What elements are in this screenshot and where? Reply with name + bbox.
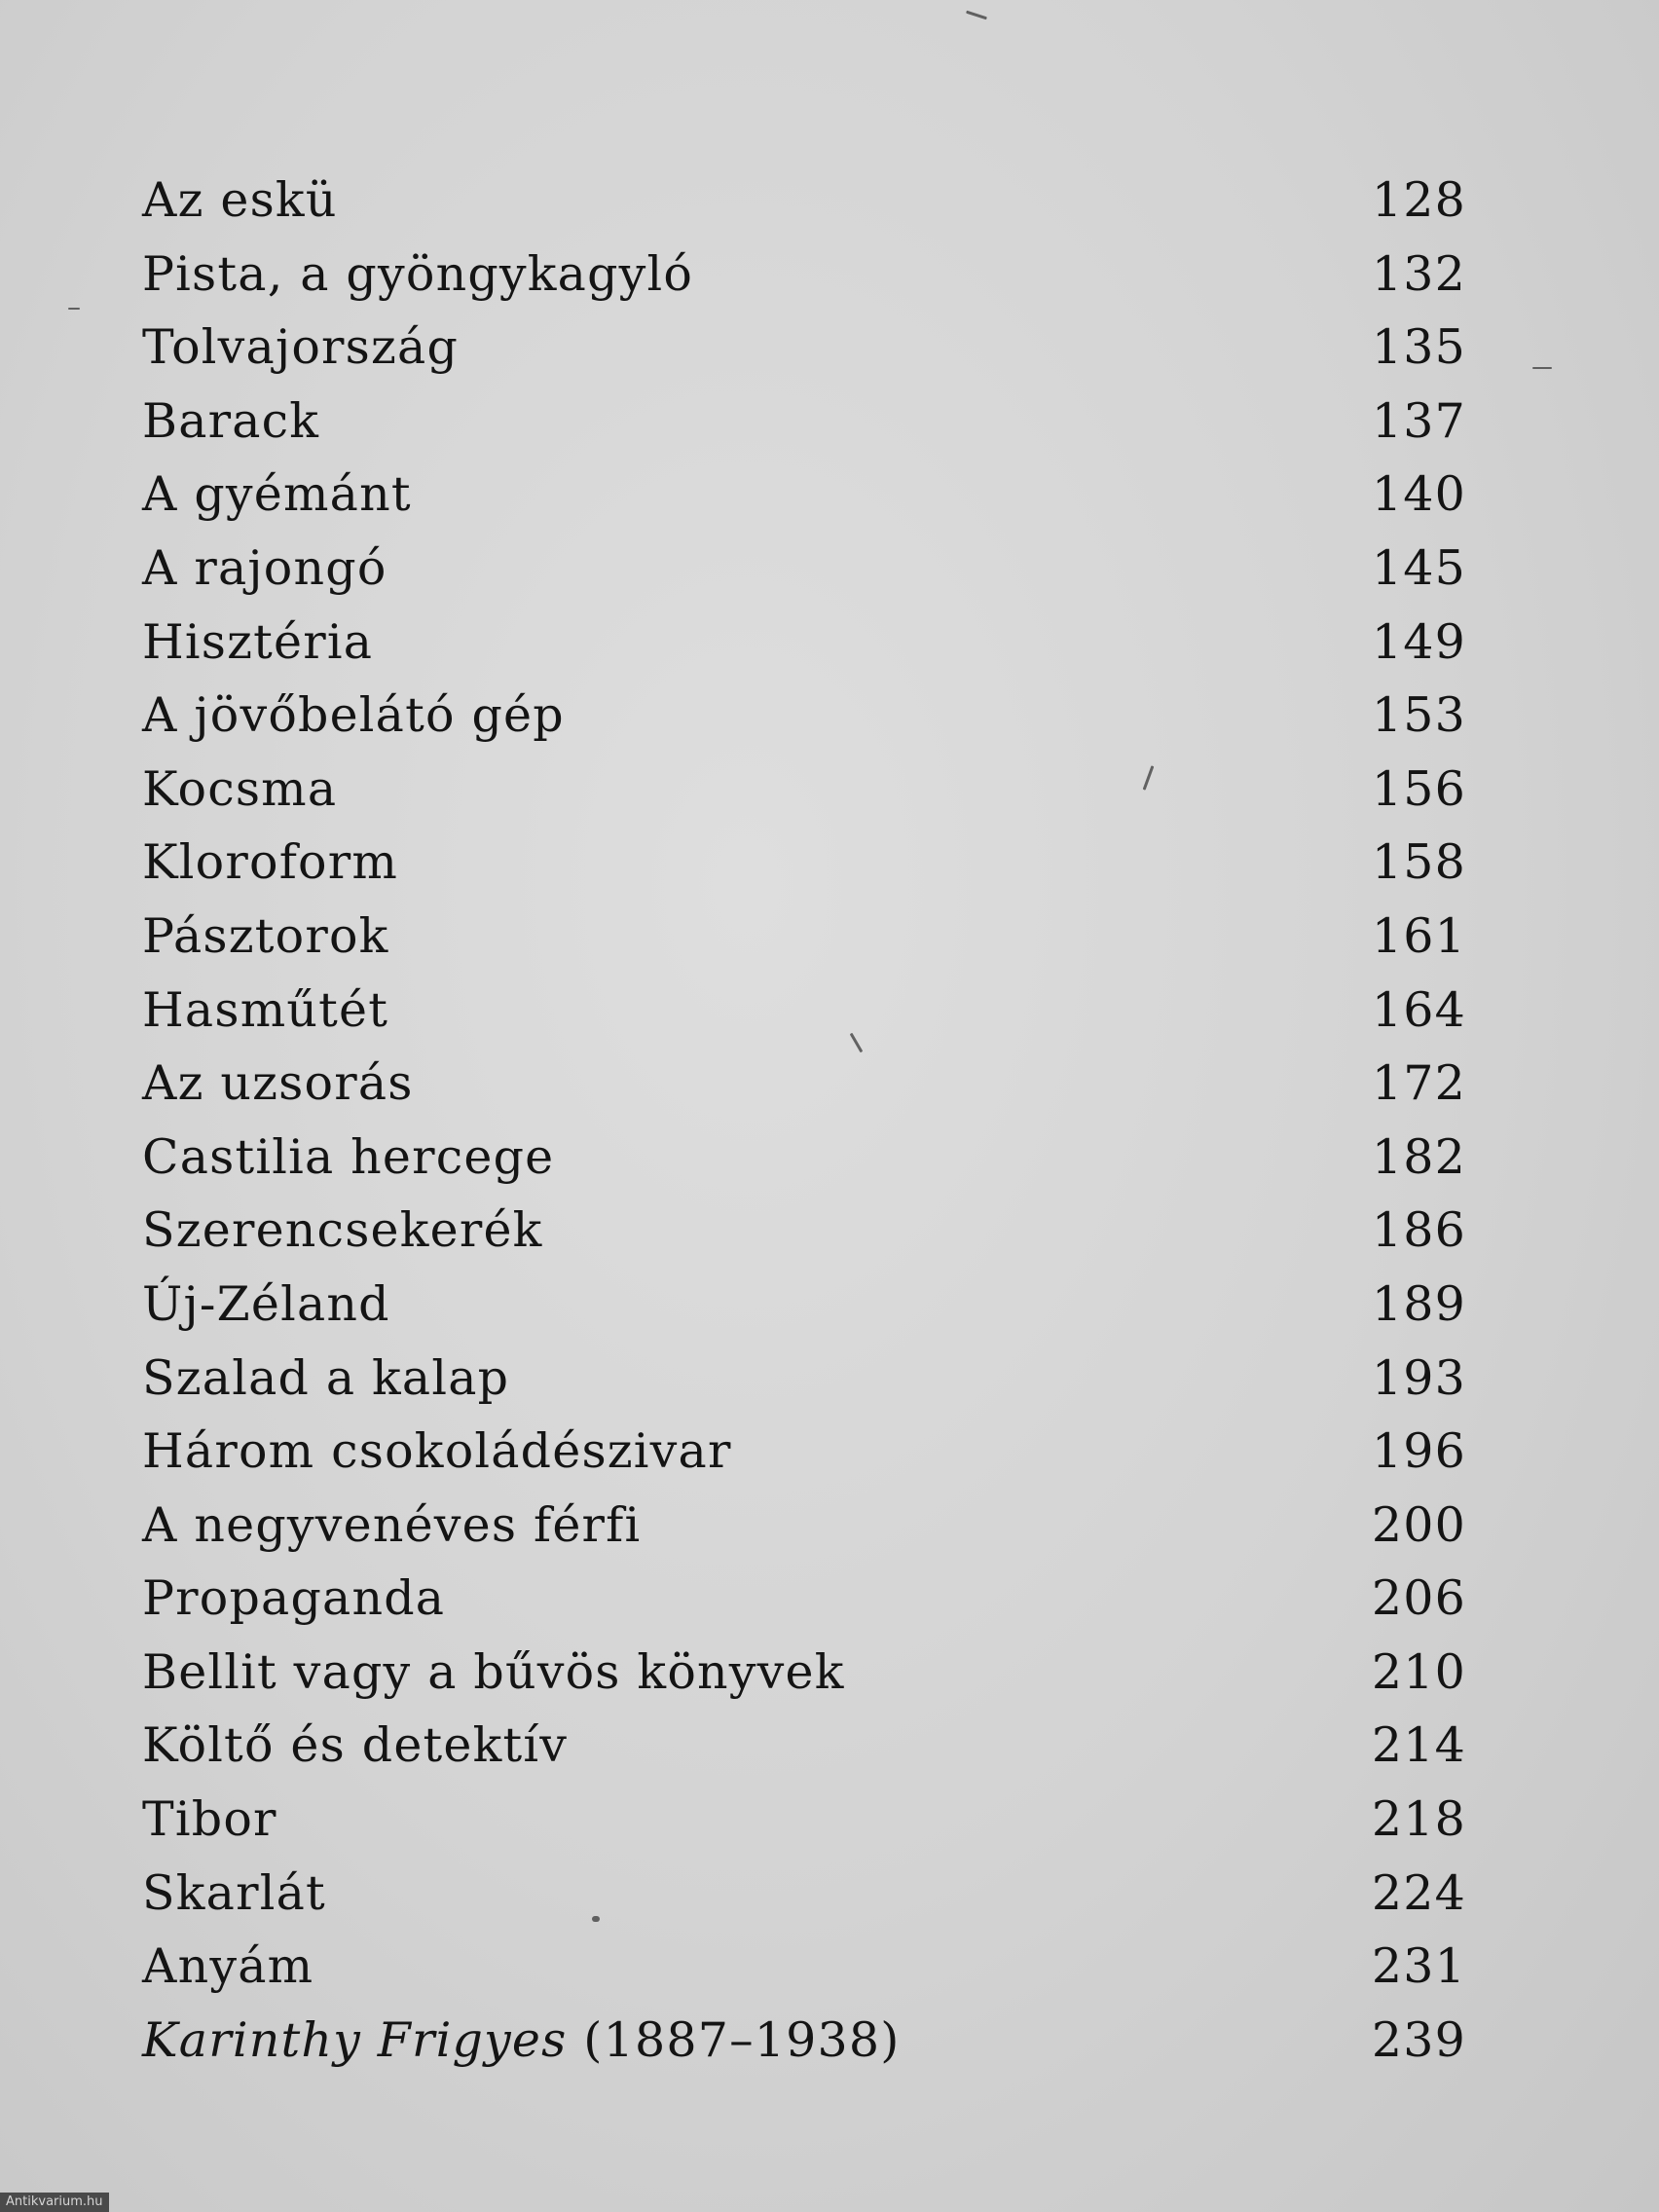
toc-entry-page: 132 [1371, 245, 1466, 302]
author-entry [142, 2004, 901, 2078]
toc-row [142, 311, 1470, 385]
toc-entry-page: 182 [1371, 1128, 1466, 1185]
toc-row [142, 1342, 1470, 1416]
toc-row [142, 1709, 1470, 1783]
toc-entry-page: 196 [1371, 1423, 1466, 1480]
toc-row [142, 753, 1470, 827]
paper-speck [1532, 367, 1552, 369]
author-name: Karinthy Frigyes [142, 2011, 568, 2068]
toc-entry-page: 140 [1371, 466, 1466, 523]
toc-entry-page: 135 [1371, 319, 1466, 376]
toc-row [142, 679, 1470, 753]
paper-speck [966, 11, 987, 20]
author-entry-page: 239 [1371, 2011, 1466, 2068]
toc-entry-title: Tibor [142, 1791, 277, 1848]
toc-entry-title: Pásztorok [142, 907, 389, 964]
paper-speck [68, 308, 80, 310]
toc-row [142, 974, 1470, 1048]
toc-row [142, 1415, 1470, 1489]
toc-row-author [142, 2004, 1470, 2078]
toc-entry-page: 161 [1371, 907, 1466, 964]
toc-entry-page: 206 [1371, 1570, 1466, 1627]
toc-entry-page: 153 [1371, 687, 1466, 744]
toc-entry-title: Hasműtét [142, 981, 389, 1038]
toc-entry-title: Skarlát [142, 1864, 326, 1921]
toc-row [142, 1268, 1470, 1342]
toc-entry-title: Szerencsekerék [142, 1202, 543, 1259]
toc-entry-title: Anyám [142, 1938, 314, 1995]
toc-entry-page: 231 [1371, 1938, 1466, 1995]
toc-row [142, 900, 1470, 974]
toc-entry-page: 128 [1371, 172, 1466, 228]
toc-entry-page: 200 [1371, 1496, 1466, 1553]
toc-entry-page: 214 [1371, 1717, 1466, 1774]
toc-row [142, 1047, 1470, 1121]
toc-row [142, 164, 1470, 238]
toc-entry-title: Castilia hercege [142, 1128, 555, 1185]
toc-row [142, 1783, 1470, 1857]
toc-entry-page: 158 [1371, 834, 1466, 891]
toc-row [142, 1857, 1470, 1931]
toc-row [142, 458, 1470, 532]
toc-row [142, 826, 1470, 900]
toc-entry-title: Hisztéria [142, 613, 374, 670]
watermark-label: Antikvarium.hu [0, 2193, 109, 2212]
toc-row [142, 1489, 1470, 1563]
toc-entry-title: Az uzsorás [142, 1055, 414, 1112]
toc-entry-title: Tolvajország [142, 319, 460, 376]
toc-entry-page: 224 [1371, 1864, 1466, 1921]
toc-entry-page: 145 [1371, 539, 1466, 596]
toc-row [142, 1930, 1470, 2004]
toc-entry-page: 189 [1371, 1275, 1466, 1332]
toc-entry-page: 156 [1371, 760, 1466, 817]
toc-entry-title: Az eskü [142, 172, 338, 228]
toc-entry-page: 210 [1371, 1643, 1466, 1700]
toc-entry-title: Szalad a kalap [142, 1349, 510, 1406]
toc-entry-page: 193 [1371, 1349, 1466, 1406]
toc-entry-title: Pista, a gyöngykagyló [142, 245, 694, 302]
toc-entry-title: Új-Zéland [142, 1275, 390, 1332]
toc-row [142, 606, 1470, 680]
toc-entry-page: 172 [1371, 1055, 1466, 1112]
toc-entry-title: Kocsma [142, 760, 338, 817]
toc-entry-page: 186 [1371, 1202, 1466, 1259]
toc-entry-title: A jövőbelátó gép [142, 687, 565, 744]
toc-row [142, 238, 1470, 312]
toc-entry-title: A rajongó [142, 539, 387, 596]
toc-entry-title: Három csokoládészivar [142, 1423, 732, 1480]
toc-entry-page: 164 [1371, 981, 1466, 1038]
toc-row [142, 385, 1470, 459]
table-of-contents [142, 164, 1470, 2077]
toc-row [142, 532, 1470, 606]
toc-entry-page: 218 [1371, 1791, 1466, 1848]
toc-row [142, 1121, 1470, 1195]
toc-entry-title: Propaganda [142, 1570, 446, 1627]
paper-speck [592, 1916, 600, 1922]
toc-entry-page: 137 [1371, 392, 1466, 449]
toc-entry-title: Barack [142, 392, 320, 449]
toc-entry-title: A gyémánt [142, 466, 412, 523]
toc-row [142, 1194, 1470, 1268]
toc-entry-title: A negyvenéves férfi [142, 1496, 642, 1553]
toc-entry-page: 149 [1371, 613, 1466, 670]
toc-entry-title: Bellit vagy a bűvös könyvek [142, 1643, 845, 1700]
toc-row [142, 1636, 1470, 1710]
author-years: (1887–1938) [583, 2011, 901, 2068]
toc-row [142, 1562, 1470, 1636]
toc-entry-title: Kloroform [142, 834, 399, 891]
toc-entry-title: Költő és detektív [142, 1717, 569, 1774]
